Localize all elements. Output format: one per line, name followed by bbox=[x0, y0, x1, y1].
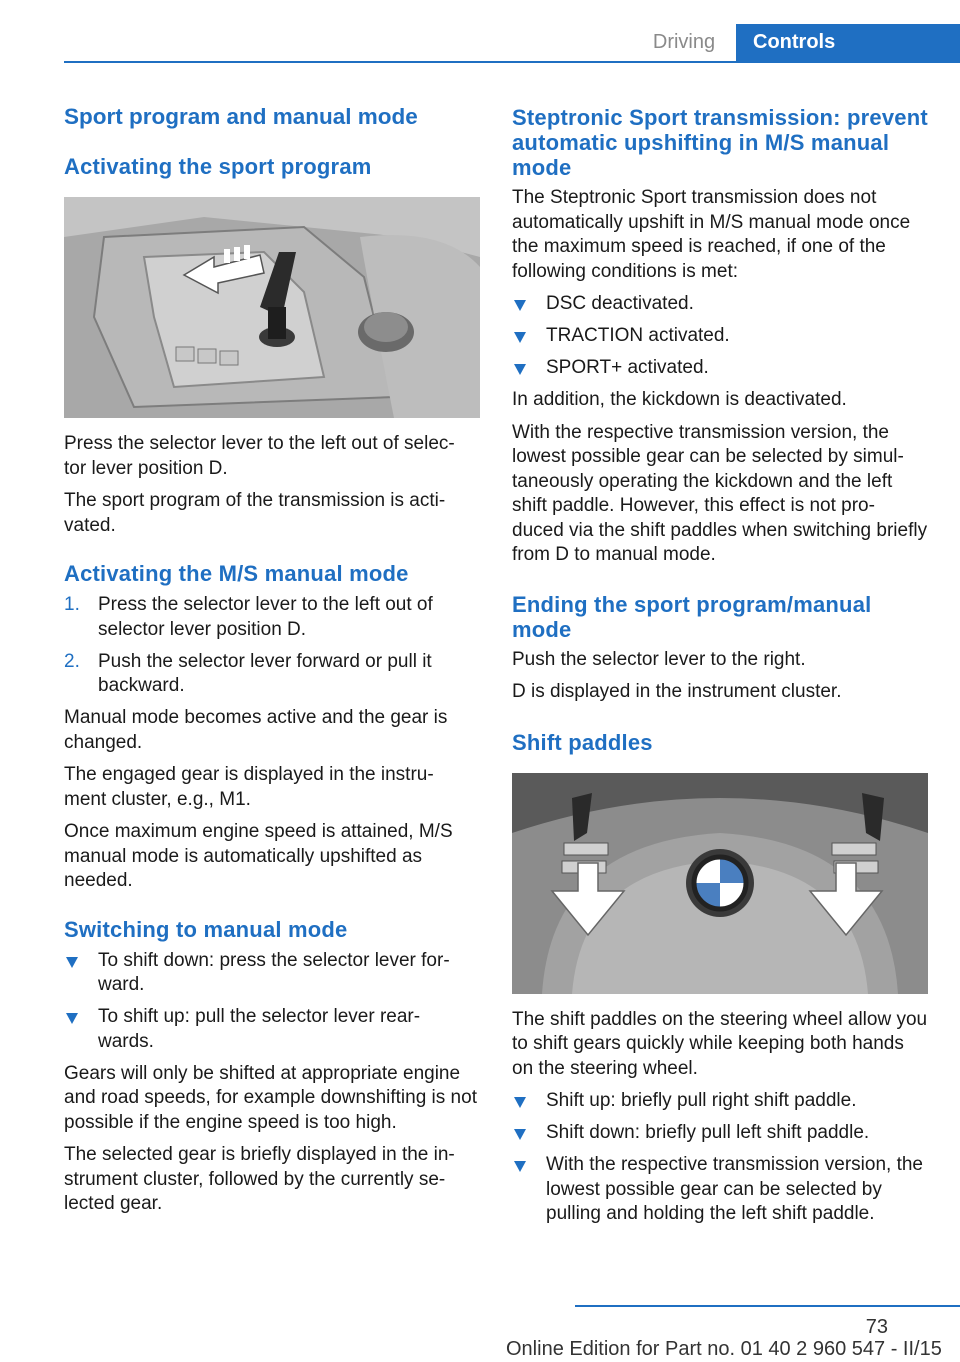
paragraph: With the respective transmission version, the lowest possible gear can be selected by simul‐ taneously operating the kickdown and the left shift paddle. However, this effect is not pro‐ duced via the shift paddles when switching briefly from D to manual mode. bbox=[512, 421, 928, 565]
paragraph: The engaged gear is displayed in the instru‐ ment cluster, e.g., M1. bbox=[64, 764, 434, 810]
steering-wheel-figure bbox=[512, 773, 928, 994]
bullet-text: Shift down: briefly pull left shift paddle. bbox=[546, 1122, 870, 1143]
paragraph: The sport program of the transmission is acti‐ vated. bbox=[64, 490, 446, 536]
triangle-bullet-icon bbox=[514, 1097, 526, 1108]
list-item bbox=[512, 292, 928, 317]
paragraph: In addition, the kickdown is deactivated. bbox=[512, 389, 847, 410]
subheading-steptronic: Steptronic Sport transmission: prevent automatic upshifting in M/S manual mode bbox=[512, 105, 928, 180]
page-number: 73 bbox=[865, 1316, 888, 1338]
subheading-ending-sport: Ending the sport program/manual mode bbox=[512, 591, 872, 642]
paragraph: The Steptronic Sport transmission does not automatically upshift in M/S manual mode once the maximum speed is reached, if one of the following conditions is met: bbox=[512, 187, 911, 282]
bullet-text: With the respective transmission version, the lowest possible gear can be selected by pulling and holding the left shift paddle. bbox=[546, 1154, 923, 1224]
bullet-text: DSC deactivated. bbox=[546, 293, 694, 314]
triangle-bullet-icon bbox=[66, 1013, 78, 1024]
subheading-switching-manual: Switching to manual mode bbox=[64, 916, 348, 942]
conditions-list bbox=[512, 292, 928, 381]
section-title: Sport program and manual mode bbox=[64, 104, 418, 129]
triangle-bullet-icon bbox=[514, 364, 526, 375]
triangle-bullet-icon bbox=[66, 957, 78, 968]
paragraph: Once maximum engine speed is attained, M/S manual mode is automatically upshifted as needed. bbox=[64, 821, 453, 891]
list-item bbox=[512, 356, 928, 381]
step-text: Push the selector lever forward or pull it backward. bbox=[98, 650, 432, 696]
list-item bbox=[64, 949, 480, 998]
subheading-shift-paddles: Shift paddles bbox=[512, 729, 653, 755]
step-number: 1. bbox=[64, 594, 80, 615]
list-item bbox=[64, 650, 480, 699]
bullet-text: SPORT+ activated. bbox=[546, 357, 709, 378]
steering-wheel-illustration bbox=[512, 773, 928, 994]
subheading-sport-program: Activating the sport program bbox=[64, 154, 372, 179]
paragraph: Gears will only be shifted at appropriate engine and road speeds, for example downshifting is not possible if the engine speed is too high. bbox=[64, 1062, 477, 1133]
list-item bbox=[512, 1089, 928, 1114]
bullet-text: Shift up: briefly pull right shift paddle. bbox=[546, 1090, 857, 1111]
list-item bbox=[512, 1121, 928, 1146]
edition-note: Online Edition for Part no. 01 40 2 960 547 - II/15 bbox=[506, 1338, 942, 1360]
header-chapter: Controls bbox=[736, 24, 960, 63]
paragraph: Manual mode becomes active and the gear is changed. bbox=[64, 707, 448, 753]
header-section: Driving bbox=[632, 24, 736, 61]
paragraph: The shift paddles on the steering wheel allow you to shift gears quickly while keeping both hands on the steering wheel. bbox=[512, 1008, 928, 1079]
bullet-list bbox=[64, 949, 480, 1055]
bullet-text: To shift up: pull the selector lever rear‐ wards. bbox=[98, 1006, 421, 1052]
triangle-bullet-icon bbox=[514, 1129, 526, 1140]
triangle-bullet-icon bbox=[514, 300, 526, 311]
subheading-ms-manual: Activating the M/S manual mode bbox=[64, 561, 409, 586]
step-text: Press the selector lever to the left out of selector lever position D. bbox=[98, 594, 433, 640]
list-item bbox=[512, 1153, 928, 1227]
list-item bbox=[64, 593, 480, 642]
selector-lever-illustration bbox=[64, 197, 480, 418]
paragraph: Press the selector lever to the left out of selec‐ tor lever position D. bbox=[64, 433, 455, 479]
list-item bbox=[512, 324, 928, 349]
paragraph: The selected gear is briefly displayed in the in‐ strument cluster, followed by the currently se‐ lected gear. bbox=[64, 1144, 455, 1214]
triangle-bullet-icon bbox=[514, 332, 526, 343]
selector-lever-figure bbox=[64, 197, 480, 418]
list-item bbox=[64, 1005, 480, 1054]
triangle-bullet-icon bbox=[514, 1161, 526, 1172]
paragraph: Push the selector lever to the right. bbox=[512, 648, 806, 670]
step-number: 2. bbox=[64, 650, 80, 672]
footer-rule bbox=[575, 1305, 960, 1307]
right-column bbox=[512, 100, 928, 1234]
steps-list bbox=[64, 593, 480, 699]
bullet-text: To shift down: press the selector lever for‐ ward. bbox=[98, 949, 450, 995]
paragraph: D is displayed in the instrument cluster. bbox=[512, 681, 842, 702]
bullet-text: TRACTION activated. bbox=[546, 325, 730, 346]
paddle-bullets bbox=[512, 1089, 928, 1227]
left-column bbox=[64, 100, 480, 1217]
